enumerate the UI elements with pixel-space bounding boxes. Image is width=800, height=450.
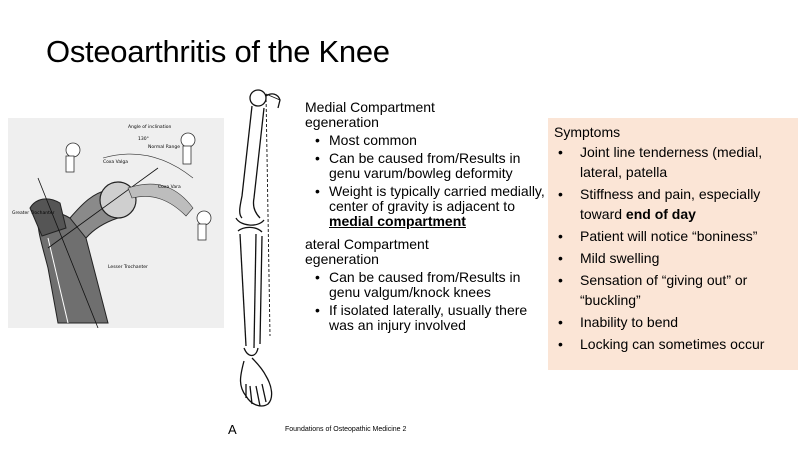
list-item: • Joint line tenderness (medial, lateral, patella bbox=[558, 142, 792, 182]
leg-skeleton-illustration bbox=[222, 86, 302, 436]
list-item: • Sensation of “giving out” or “buckling” bbox=[558, 270, 792, 310]
label-greater-trochanter: Greater Trochanter bbox=[12, 211, 55, 216]
label-lesser-trochanter: Lesser Trochanter bbox=[108, 265, 148, 270]
femur-inclination-illustration bbox=[8, 118, 224, 328]
symptoms-box bbox=[548, 118, 798, 370]
list-item: • Patient will notice “boniness” bbox=[558, 226, 792, 246]
footer-citation: Foundations of Osteopathic Medicine 2 bbox=[285, 426, 407, 433]
lateral-bullets bbox=[305, 270, 550, 333]
label-normal-range: Normal Range bbox=[148, 145, 180, 150]
figure-label: A bbox=[228, 422, 237, 437]
medial-bullets bbox=[305, 133, 550, 229]
medial-compartment-emphasis: medial compartment bbox=[329, 213, 466, 229]
lateral-heading: ateral Compartment egeneration bbox=[305, 236, 429, 267]
label-130-degrees: 130° bbox=[138, 137, 149, 142]
end-of-day-emphasis: end of day bbox=[625, 206, 696, 222]
list-item: • Can be caused from/Results in genu valgum/knock knees bbox=[315, 270, 550, 300]
symptoms-heading: Symptoms bbox=[554, 124, 621, 140]
list-item: • Locking can sometimes occur bbox=[558, 334, 792, 354]
list-item: • Weight is typically carried medially, center of gravity is adjacent to medial compartment bbox=[315, 184, 550, 229]
list-item: • Most common bbox=[315, 133, 550, 148]
list-item: • Can be caused from/Results in genu varum/bowleg deformity bbox=[315, 151, 550, 181]
slide-title: Osteoarthritis of the Knee bbox=[46, 34, 390, 69]
symptoms-list bbox=[554, 142, 792, 354]
list-item: • If isolated laterally, usually there was an injury involved bbox=[315, 303, 550, 333]
list-item: • Inability to bend bbox=[558, 312, 792, 332]
medial-heading: Medial Compartment egeneration bbox=[305, 99, 435, 130]
list-item: • Mild swelling bbox=[558, 248, 792, 268]
list-item: • Stiffness and pain, especially toward end of day bbox=[558, 184, 792, 224]
label-angle-of-inclination: Angle of inclination bbox=[128, 125, 172, 130]
compartment-text bbox=[305, 100, 550, 339]
label-coxa-valga: Coxa Valga bbox=[103, 160, 128, 165]
label-coxa-vara: Coxa Vara bbox=[158, 185, 181, 190]
